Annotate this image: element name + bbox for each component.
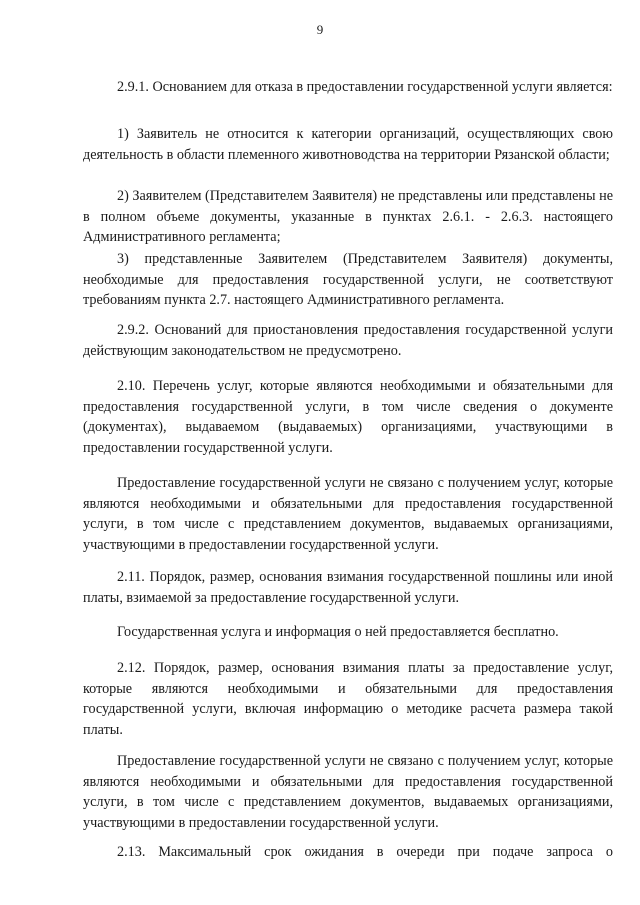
paragraph-2-10-text: Предоставление государственной услуги не связано с получением услуг, которые являются необходимыми и обязательными для предоставления государственной услуги, в том числе с представлением документов, выдаваемых организациями, участвующими в предоставлении государственной услуги. <box>83 475 613 553</box>
paragraph-2-12-text: Предоставление государственной услуги не связано с получением услуг, которые являются необходимыми и обязательными для предоставления государственной услуги, в том числе с представлением документов, выдаваемых организациями, участвующими в предоставлении государственной услуги. <box>83 753 613 831</box>
paragraph-2-9-1-item-2: 2) Заявителем (Представителем Заявителя) не представлены или представлены не в полном объеме документы, указанные в пунктах 2.6.1. - 2.6.3. настоящего Административного регламента; <box>83 188 613 245</box>
paragraph-2-9-2: 2.9.2. Оснований для приостановления предоставления государственной услуги действующим законодательством не предусмотрено. <box>83 322 613 359</box>
paragraph-2-9-1-item-3: 3) представленные Заявителем (Представителем Заявителя) документы, необходимые для предоставления государственной услуги, не соответствуют требованиям пункта 2.7. настоящего Административного регламента. <box>83 251 613 308</box>
page-number: 9 <box>316 22 324 37</box>
paragraph-2-10: 2.10. Перечень услуг, которые являются необходимыми и обязательными для предоставления государственной услуги, в том числе сведения о документе (документах), выдаваемом (выдаваемых) организациями, участвующими в предоставлении государственной услуги. <box>83 378 613 456</box>
paragraph-2-12: 2.12. Порядок, размер, основания взимания платы за предоставление услуг, которые являются необходимыми и обязательными для предоставления государственной услуги, включая информацию о методике расчета размера такой платы. <box>83 660 613 738</box>
paragraph-2-11-text: Государственная услуга и информация о ней предоставляется бесплатно. <box>117 624 559 640</box>
paragraph-2-11: 2.11. Порядок, размер, основания взимания государственной пошлины или иной платы, взимаемой за предоставление государственной услуги. <box>83 569 613 606</box>
paragraph-2-9-1-item-1: 1) Заявитель не относится к категории организаций, осуществляющих свою деятельность в области племенного животноводства на территории Рязанской области; <box>83 126 613 163</box>
paragraph-2-9-1: 2.9.1. Основанием для отказа в предоставлении государственной услуги является: <box>117 79 613 95</box>
paragraph-2-13: 2.13. Максимальный срок ожидания в очереди при подаче запроса о <box>117 844 613 860</box>
